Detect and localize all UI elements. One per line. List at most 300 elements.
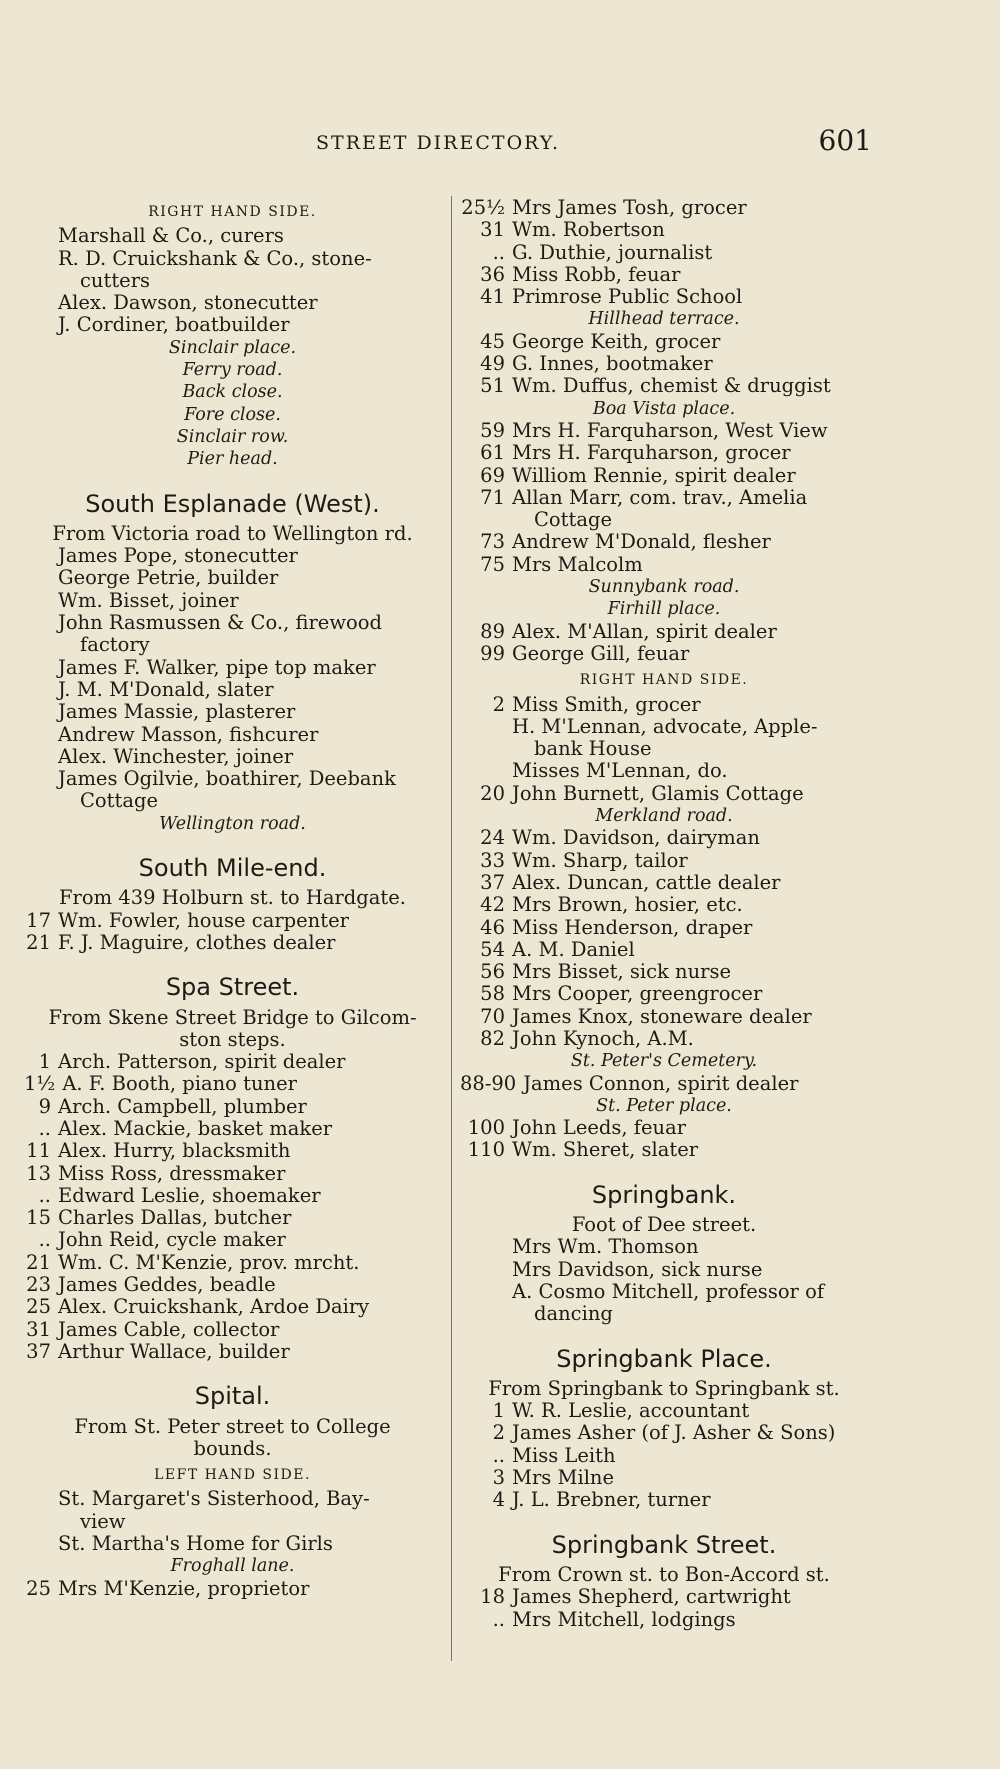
entry-text bbox=[512, 827, 868, 849]
directory-entry bbox=[460, 621, 868, 643]
entry-name: Wm. Davidson, dairyman bbox=[512, 826, 760, 850]
right-column bbox=[460, 197, 868, 1631]
entry-text bbox=[58, 1274, 441, 1296]
directory-entry bbox=[460, 961, 868, 983]
entry-name: Mrs H. Farquharson, grocer bbox=[512, 441, 791, 465]
house-number bbox=[460, 1236, 512, 1258]
directory-entry bbox=[460, 1445, 868, 1467]
house-number: 1 bbox=[38, 1050, 51, 1074]
entry-text bbox=[512, 353, 868, 375]
house-number: 31 bbox=[480, 218, 505, 242]
entry-text bbox=[58, 768, 441, 813]
entry-text bbox=[58, 1578, 441, 1600]
entry-name: John Reid, cycle maker bbox=[58, 1228, 286, 1252]
entry-name: John Leeds, feuar bbox=[512, 1116, 687, 1140]
street-heading: Springbank. bbox=[591, 1180, 737, 1209]
house-number: 1 bbox=[492, 1399, 505, 1423]
directory-entry bbox=[460, 1489, 868, 1511]
house-number bbox=[24, 590, 58, 612]
entry-text bbox=[512, 961, 868, 983]
house-number: 82 bbox=[480, 1026, 505, 1050]
house-number: 25 bbox=[26, 1576, 51, 1600]
directory-entry bbox=[460, 420, 868, 442]
directory-entry bbox=[460, 983, 868, 1005]
house-number: 2 bbox=[492, 1421, 505, 1445]
house-number bbox=[24, 701, 58, 723]
directory-entry bbox=[24, 1229, 441, 1251]
entry-text bbox=[58, 314, 441, 336]
entry-continuation: view bbox=[80, 1509, 126, 1533]
street-extent bbox=[24, 523, 441, 545]
house-number: 9 bbox=[38, 1094, 51, 1118]
entry-text bbox=[58, 612, 441, 657]
entry-text bbox=[58, 679, 441, 701]
entry-name: St. Margaret's Sisterhood, Bay- bbox=[58, 1487, 370, 1511]
entry-text bbox=[512, 1609, 868, 1631]
house-number bbox=[460, 1259, 512, 1281]
entry-name: Mrs Cooper, greengrocer bbox=[512, 982, 763, 1006]
house-number: 33 bbox=[480, 848, 505, 872]
entry-name: Mrs Wm. Thomson bbox=[512, 1235, 699, 1259]
cross-street: Sunnybank road. bbox=[588, 577, 740, 598]
directory-entry bbox=[24, 724, 441, 746]
entry-name: James Cable, collector bbox=[58, 1317, 280, 1341]
entry-name: R. D. Cruickshank & Co., stone- bbox=[58, 246, 372, 270]
house-number: 89 bbox=[480, 619, 505, 643]
entry-text bbox=[523, 1073, 868, 1095]
entry-name: James Connon, spirit dealer bbox=[523, 1071, 799, 1095]
entry-name: James Geddes, beadle bbox=[58, 1273, 276, 1297]
directory-entry bbox=[460, 694, 868, 716]
entry-name: James Pope, stonecutter bbox=[58, 544, 298, 568]
entry-name: St. Martha's Home for Girls bbox=[58, 1532, 333, 1556]
directory-entry bbox=[24, 1051, 441, 1073]
entry-name: Miss Leith bbox=[512, 1443, 616, 1467]
entry-text bbox=[58, 1207, 441, 1229]
directory-entry bbox=[460, 850, 868, 872]
entry-text bbox=[58, 292, 441, 314]
entry-text bbox=[512, 1006, 868, 1028]
directory-entry bbox=[24, 545, 441, 567]
page-header bbox=[0, 118, 1000, 158]
cross-street: Sinclair row. bbox=[176, 426, 289, 447]
house-number: 36 bbox=[480, 262, 505, 286]
house-number: 21 bbox=[26, 1250, 51, 1274]
entry-name: Primrose Public School bbox=[512, 285, 743, 309]
street-extent bbox=[24, 887, 441, 909]
entry-text bbox=[512, 531, 868, 553]
entry-name: Mrs Brown, hosier, etc. bbox=[512, 893, 743, 917]
house-number bbox=[24, 657, 58, 679]
entry-name: Alex. Winchester, joiner bbox=[58, 744, 294, 768]
house-number: 13 bbox=[26, 1161, 51, 1185]
cross-street: St. Peter's Cemetery. bbox=[570, 1051, 758, 1072]
house-number: 45 bbox=[480, 329, 505, 353]
directory-entry bbox=[24, 701, 441, 723]
directory-entry bbox=[460, 827, 868, 849]
entry-name: Andrew M'Donald, flesher bbox=[512, 530, 771, 554]
entry-name: Wm. Sheret, slater bbox=[512, 1138, 699, 1162]
entry-text bbox=[512, 1117, 868, 1139]
entry-text bbox=[512, 197, 868, 219]
cross-street: Ferry road. bbox=[182, 360, 283, 381]
house-number: 37 bbox=[480, 870, 505, 894]
directory-entry bbox=[460, 917, 868, 939]
house-number bbox=[24, 768, 58, 813]
house-number: 18 bbox=[480, 1585, 505, 1609]
directory-entry bbox=[24, 657, 441, 679]
directory-entry bbox=[460, 1586, 868, 1608]
house-number bbox=[460, 716, 512, 761]
entry-text bbox=[58, 1096, 441, 1118]
entry-name: Allan Marr, com. trav., Amelia bbox=[512, 485, 808, 509]
entry-name: Arch. Patterson, spirit dealer bbox=[58, 1050, 346, 1074]
house-number bbox=[24, 1488, 58, 1533]
house-number: 42 bbox=[480, 893, 505, 917]
entry-text bbox=[58, 567, 441, 589]
entry-name: W. R. Leslie, accountant bbox=[512, 1399, 750, 1423]
house-number: 25 bbox=[26, 1295, 51, 1319]
directory-entry bbox=[24, 612, 441, 657]
directory-entry bbox=[24, 1319, 441, 1341]
entry-text bbox=[512, 1400, 868, 1422]
house-number: 71 bbox=[480, 485, 505, 509]
directory-entry bbox=[24, 590, 441, 612]
house-number: 25½ bbox=[461, 196, 505, 219]
cross-street: Sinclair place. bbox=[168, 337, 297, 358]
entry-name: Wm. Fowler, house carpenter bbox=[58, 908, 349, 932]
entry-name: Arthur Wallace, builder bbox=[58, 1339, 290, 1363]
cross-street: Pier head. bbox=[187, 449, 278, 470]
cross-street: Wellington road. bbox=[159, 813, 306, 834]
entry-text bbox=[512, 1259, 868, 1281]
house-number: 20 bbox=[480, 781, 505, 805]
directory-entry bbox=[460, 442, 868, 464]
house-number: 69 bbox=[480, 463, 505, 487]
entry-name: John Rasmussen & Co., firewood bbox=[58, 611, 382, 635]
cross-street: Fore close. bbox=[184, 404, 281, 425]
entry-text bbox=[512, 872, 868, 894]
entry-name: James Knox, stoneware dealer bbox=[512, 1004, 812, 1028]
entry-continuation: Cottage bbox=[534, 508, 612, 532]
entry-text bbox=[512, 1445, 868, 1467]
directory-entry bbox=[460, 554, 868, 576]
side-heading: RIGHT HAND SIDE. bbox=[579, 672, 749, 689]
directory-entry bbox=[460, 1281, 868, 1326]
street-heading: South Esplanade (West). bbox=[85, 489, 380, 518]
entry-text bbox=[512, 783, 868, 805]
entry-name: George Gill, feuar bbox=[512, 641, 690, 665]
entry-text bbox=[58, 545, 441, 567]
entry-text bbox=[58, 1051, 441, 1073]
entry-name: Wm. Duffus, chemist & druggist bbox=[512, 374, 831, 398]
directory-entry bbox=[460, 353, 868, 375]
entry-name: G. Duthie, journalist bbox=[512, 240, 713, 264]
street-extent-text: From 439 Holburn st. to Hardgate. bbox=[59, 886, 406, 910]
cross-street: Hillhead terrace. bbox=[588, 309, 740, 330]
cross-street: Merkland road. bbox=[595, 806, 733, 827]
house-number: 99 bbox=[480, 641, 505, 665]
entry-name: Mrs James Tosh, grocer bbox=[512, 196, 747, 219]
entry-name: George Petrie, builder bbox=[58, 566, 279, 590]
directory-entry bbox=[460, 286, 868, 308]
house-number: 17 bbox=[26, 908, 51, 932]
entry-continuation: factory bbox=[80, 633, 150, 657]
house-number: .. bbox=[38, 1116, 51, 1140]
street-extent-text: From St. Peter street to College bbox=[74, 1414, 391, 1438]
house-number: 11 bbox=[26, 1139, 51, 1163]
street-extent bbox=[460, 1378, 868, 1400]
entry-name: F. J. Maguire, clothes dealer bbox=[58, 930, 336, 954]
directory-entry bbox=[460, 1006, 868, 1028]
house-number: 1½ bbox=[24, 1072, 56, 1096]
house-number: .. bbox=[492, 1607, 505, 1631]
entry-text bbox=[58, 590, 441, 612]
street-heading: Springbank Place. bbox=[556, 1344, 772, 1373]
house-number: .. bbox=[492, 1443, 505, 1467]
entry-name: Charles Dallas, butcher bbox=[58, 1206, 292, 1230]
entry-continuation: dancing bbox=[534, 1302, 613, 1326]
directory-entry bbox=[24, 292, 441, 314]
directory-entry bbox=[24, 679, 441, 701]
directory-entry bbox=[460, 219, 868, 241]
directory-entry bbox=[24, 1578, 441, 1600]
entry-name: J. Cordiner, boatbuilder bbox=[58, 313, 290, 337]
entry-text bbox=[512, 1139, 868, 1161]
side-heading: RIGHT HAND SIDE. bbox=[148, 204, 317, 220]
entry-name: Mrs Davidson, sick nurse bbox=[512, 1257, 763, 1281]
street-extent bbox=[24, 1007, 441, 1052]
directory-entry bbox=[24, 1296, 441, 1318]
cross-street: Firhill place. bbox=[607, 599, 721, 620]
entry-text bbox=[58, 932, 441, 954]
entry-name: Miss Ross, dressmaker bbox=[58, 1161, 286, 1185]
house-number: 41 bbox=[480, 285, 505, 309]
entry-text bbox=[58, 657, 441, 679]
cross-street: Back close. bbox=[182, 382, 283, 403]
street-extent-text: From Crown st. to Bon-Accord st. bbox=[498, 1562, 830, 1586]
entry-name: Mrs Malcolm bbox=[512, 552, 643, 576]
entry-text bbox=[512, 760, 868, 782]
directory-entry bbox=[460, 465, 868, 487]
directory-entry bbox=[24, 225, 441, 247]
street-extent bbox=[460, 1214, 868, 1236]
entry-continuation: bank House bbox=[534, 737, 652, 761]
house-number: 88-90 bbox=[460, 1071, 517, 1095]
entry-text bbox=[58, 1296, 441, 1318]
directory-entry bbox=[460, 894, 868, 916]
house-number: 46 bbox=[480, 915, 505, 939]
entry-text bbox=[512, 375, 868, 397]
entry-text bbox=[512, 694, 868, 716]
entry-name: Alex. Cruickshank, Ardoe Dairy bbox=[58, 1295, 370, 1319]
house-number: 56 bbox=[480, 960, 505, 984]
house-number: 2 bbox=[492, 692, 505, 716]
entry-text bbox=[512, 716, 868, 761]
entry-name: J. L. Brebner, turner bbox=[512, 1488, 711, 1512]
entry-name: Mrs Milne bbox=[512, 1466, 615, 1490]
entry-continuation: Cottage bbox=[80, 789, 158, 813]
house-number bbox=[24, 679, 58, 701]
entry-text bbox=[512, 643, 868, 665]
street-heading: Spital. bbox=[194, 1382, 271, 1411]
directory-entry bbox=[460, 1236, 868, 1258]
directory-entry bbox=[460, 264, 868, 286]
entry-name: H. M'Lennan, advocate, Apple- bbox=[512, 714, 818, 738]
house-number bbox=[24, 1533, 58, 1555]
directory-entry bbox=[24, 1207, 441, 1229]
entry-text bbox=[512, 487, 868, 532]
entry-name: Mrs Mitchell, lodgings bbox=[512, 1607, 736, 1631]
entry-name: Mrs Bisset, sick nurse bbox=[512, 960, 732, 984]
street-heading: South Mile-end. bbox=[138, 854, 327, 883]
directory-entry bbox=[460, 242, 868, 264]
directory-entry bbox=[460, 643, 868, 665]
entry-text bbox=[58, 225, 441, 247]
column-divider bbox=[451, 196, 452, 1661]
house-number: 54 bbox=[480, 937, 505, 961]
directory-entry bbox=[24, 314, 441, 336]
directory-entry bbox=[24, 1341, 441, 1363]
entry-name: Andrew Masson, fishcurer bbox=[58, 722, 319, 746]
house-number: 23 bbox=[26, 1273, 51, 1297]
entry-text bbox=[58, 1488, 441, 1533]
entry-text bbox=[512, 242, 868, 264]
street-heading: Spa Street. bbox=[165, 973, 300, 1002]
entry-name: Alex. Mackie, basket maker bbox=[58, 1116, 333, 1140]
entry-name: James Asher (of J. Asher & Sons) bbox=[512, 1421, 836, 1445]
entry-name: James Ogilvie, boathirer, Deebank bbox=[58, 767, 396, 791]
directory-entry bbox=[460, 1073, 868, 1095]
entry-name: Arch. Campbell, plumber bbox=[58, 1094, 307, 1118]
entry-name: James Massie, plasterer bbox=[58, 700, 296, 724]
house-number: .. bbox=[38, 1183, 51, 1207]
street-heading: Springbank Street. bbox=[551, 1530, 777, 1559]
entry-text bbox=[512, 465, 868, 487]
side-heading: LEFT HAND SIDE. bbox=[154, 1467, 311, 1484]
entry-text bbox=[62, 1073, 441, 1095]
entry-text bbox=[58, 1185, 441, 1207]
house-number bbox=[24, 746, 58, 768]
entry-text bbox=[512, 331, 868, 353]
directory-entry bbox=[24, 910, 441, 932]
street-extent-text: From Victoria road to Wellington rd. bbox=[52, 521, 413, 545]
entry-name: Miss Henderson, draper bbox=[512, 915, 753, 939]
directory-entry bbox=[24, 1488, 441, 1533]
directory-entry bbox=[460, 1117, 868, 1139]
entry-name: Alex. M'Allan, spirit dealer bbox=[512, 619, 777, 643]
entry-text bbox=[512, 554, 868, 576]
entry-name: J. M. M'Donald, slater bbox=[58, 677, 274, 701]
entry-text bbox=[512, 286, 868, 308]
house-number: 100 bbox=[467, 1116, 505, 1140]
entry-name: Wm. C. M'Kenzie, prov. mrcht. bbox=[58, 1250, 360, 1274]
entry-text bbox=[58, 1252, 441, 1274]
entry-text bbox=[512, 850, 868, 872]
house-number: 61 bbox=[480, 441, 505, 465]
directory-entry bbox=[24, 1185, 441, 1207]
entry-name: Alex. Dawson, stonecutter bbox=[58, 291, 318, 315]
directory-entry bbox=[24, 1533, 441, 1555]
entry-text bbox=[512, 264, 868, 286]
house-number: 59 bbox=[480, 418, 505, 442]
entry-text bbox=[58, 746, 441, 768]
entry-text bbox=[58, 1533, 441, 1555]
house-number bbox=[24, 314, 58, 336]
entry-name: Mrs M'Kenzie, proprietor bbox=[58, 1576, 310, 1600]
entry-text bbox=[58, 1118, 441, 1140]
entry-name: A. Cosmo Mitchell, professor of bbox=[512, 1279, 825, 1303]
entry-name: Miss Robb, feuar bbox=[512, 262, 681, 286]
entry-name: Mrs H. Farquharson, West View bbox=[512, 418, 828, 442]
entry-text bbox=[512, 442, 868, 464]
house-number bbox=[24, 612, 58, 657]
house-number bbox=[24, 292, 58, 314]
directory-entry bbox=[460, 1400, 868, 1422]
house-number: 37 bbox=[26, 1339, 51, 1363]
house-number: .. bbox=[38, 1228, 51, 1252]
entry-name: Wm. Bisset, joiner bbox=[58, 588, 239, 612]
entry-name: G. Innes, bootmaker bbox=[512, 352, 713, 376]
directory-entry bbox=[24, 248, 441, 293]
directory-entry bbox=[460, 487, 868, 532]
entry-text bbox=[512, 917, 868, 939]
house-number bbox=[24, 567, 58, 589]
house-number bbox=[24, 545, 58, 567]
entry-text bbox=[512, 1586, 868, 1608]
entry-text bbox=[512, 219, 868, 241]
page-number: 601 bbox=[818, 124, 872, 157]
left-column bbox=[24, 197, 441, 1600]
house-number bbox=[24, 225, 58, 247]
directory-entry bbox=[460, 1139, 868, 1161]
entry-text bbox=[512, 1467, 868, 1489]
directory-entry bbox=[24, 1252, 441, 1274]
directory-entry bbox=[24, 932, 441, 954]
entry-text bbox=[512, 894, 868, 916]
house-number: 24 bbox=[480, 826, 505, 850]
entry-text bbox=[58, 1229, 441, 1251]
entry-name: George Keith, grocer bbox=[512, 329, 721, 353]
cross-street: Boa Vista place. bbox=[592, 398, 736, 419]
entry-text bbox=[512, 1236, 868, 1258]
entry-text bbox=[58, 701, 441, 723]
directory-entry bbox=[460, 1028, 868, 1050]
house-number bbox=[460, 760, 512, 782]
entry-name: Alex. Duncan, cattle dealer bbox=[512, 870, 781, 894]
street-extent-continuation: bounds. bbox=[193, 1436, 272, 1460]
entry-name: James Shepherd, cartwright bbox=[512, 1585, 791, 1609]
directory-entry bbox=[24, 567, 441, 589]
entry-text bbox=[512, 983, 868, 1005]
house-number: 51 bbox=[480, 374, 505, 398]
directory-entry bbox=[24, 1073, 441, 1095]
directory-entry bbox=[24, 746, 441, 768]
directory-entry bbox=[460, 872, 868, 894]
street-extent-text: Foot of Dee street. bbox=[571, 1213, 757, 1237]
entry-text bbox=[58, 1341, 441, 1363]
house-number: 110 bbox=[467, 1138, 505, 1162]
entry-name: A. F. Booth, piano tuner bbox=[62, 1072, 297, 1096]
entry-text bbox=[512, 621, 868, 643]
house-number: 21 bbox=[26, 930, 51, 954]
house-number: 73 bbox=[480, 530, 505, 554]
entry-name: A. M. Daniel bbox=[512, 937, 635, 961]
entry-continuation: cutters bbox=[80, 268, 151, 292]
directory-entry bbox=[460, 760, 868, 782]
entry-name: Edward Leslie, shoemaker bbox=[58, 1183, 321, 1207]
entry-text bbox=[512, 1281, 868, 1326]
